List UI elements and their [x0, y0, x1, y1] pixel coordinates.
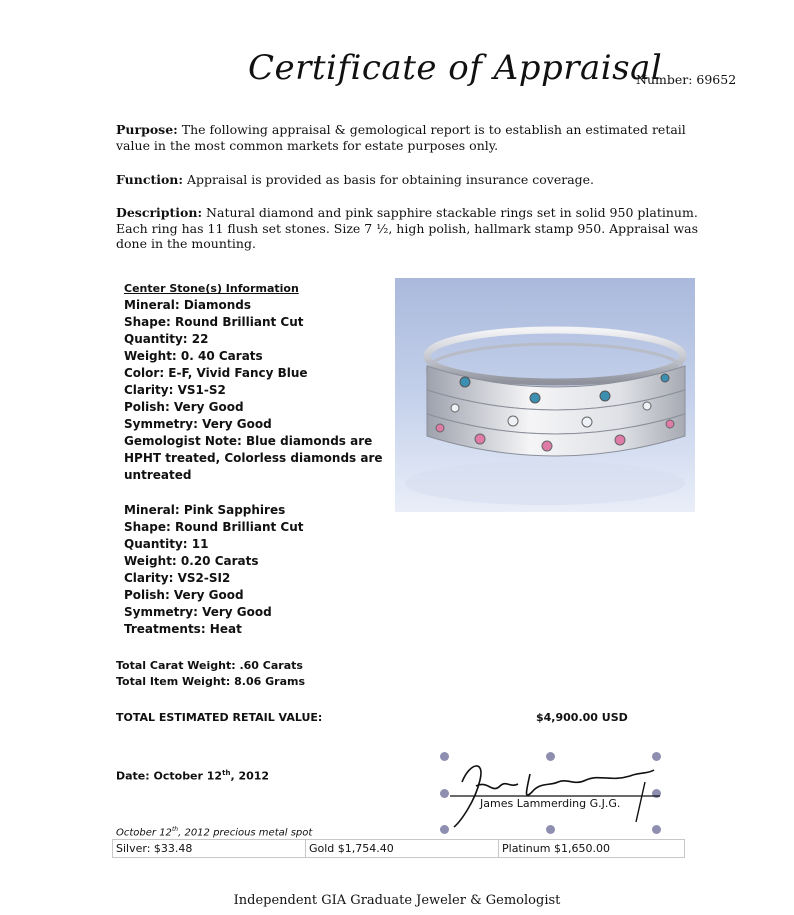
- appraiser-name: James Lammerding G.J.G.: [480, 797, 621, 810]
- ring-photo: [395, 278, 695, 512]
- purpose-text: The following appraisal & gemological report is to establish an estimated retail value in the most common markets for estate purposes only.: [116, 122, 686, 153]
- sapphire-info: [124, 502, 303, 638]
- sapphire-line: Clarity: VS2-SI2: [124, 571, 231, 585]
- stone-line: Mineral: Diamonds: [124, 298, 252, 312]
- purpose-section: [116, 122, 716, 153]
- function-text: Appraisal is provided as basis for obtaining insurance coverage.: [183, 172, 595, 187]
- silver-cell: Silver: $33.48: [113, 840, 306, 858]
- total-value: $4,900.00 USD: [536, 711, 628, 724]
- stone-line: Gemologist Note: Blue diamonds are: [124, 434, 373, 448]
- description-label: Description:: [116, 205, 203, 220]
- description-section: [116, 205, 716, 252]
- total-item-weight: Total Item Weight: 8.06 Grams: [116, 675, 306, 688]
- total-carat-weight: Total Carat Weight: .60 Carats: [116, 659, 303, 672]
- metal-spot-table: [112, 839, 685, 858]
- certificate-number: Number: 69652: [636, 72, 737, 87]
- signature-block: [440, 752, 670, 834]
- handwritten-signature: [440, 752, 670, 834]
- center-stone-info: [124, 281, 383, 484]
- stone-line: Quantity: 22: [124, 332, 209, 346]
- description-text: Natural diamond and pink sapphire stackable rings set in solid 950 platinum. Each ring has 11 flush set stones. Size 7 ½, high polish, hallmark stamp 950. Appraisal was done in the mounting.: [116, 205, 699, 251]
- stone-line: Clarity: VS1-S2: [124, 383, 226, 397]
- sapphire-line: Quantity: 11: [124, 537, 209, 551]
- stone-line: Color: E-F, Vivid Fancy Blue: [124, 366, 308, 380]
- stone-line: untreated: [124, 468, 192, 482]
- spot-sup: th: [171, 826, 179, 833]
- stone-line: Weight: 0. 40 Carats: [124, 349, 263, 363]
- certificate-title: Certificate of Appraisal: [248, 48, 663, 88]
- stone-line: HPHT treated, Colorless diamonds are: [124, 451, 383, 465]
- center-stone-header: Center Stone(s) Information: [124, 282, 299, 295]
- function-section: [116, 172, 716, 188]
- sapphire-line: Symmetry: Very Good: [124, 605, 272, 619]
- stone-line: Symmetry: Very Good: [124, 417, 272, 431]
- stone-line: Shape: Round Brilliant Cut: [124, 315, 304, 329]
- date-prefix: Date: October 12: [116, 769, 223, 783]
- sapphire-line: Shape: Round Brilliant Cut: [124, 520, 304, 534]
- table-row: [113, 840, 685, 858]
- stone-line: Polish: Very Good: [124, 400, 244, 414]
- appraisal-date: [116, 765, 269, 785]
- metal-spot-caption: [116, 826, 312, 838]
- sapphire-line: Treatments: Heat: [124, 622, 242, 636]
- sapphire-line: Polish: Very Good: [124, 588, 244, 602]
- total-value-label: TOTAL ESTIMATED RETAIL VALUE:: [116, 711, 323, 724]
- gold-cell: Gold $1,754.40: [306, 840, 499, 858]
- function-label: Function:: [116, 172, 184, 187]
- totals-section: [116, 658, 305, 690]
- date-sup: th: [222, 769, 231, 777]
- date-suffix: , 2012: [230, 769, 270, 783]
- spot-suffix: , 2012 precious metal spot: [178, 827, 313, 839]
- purpose-label: Purpose:: [116, 122, 178, 137]
- sapphire-line: Mineral: Pink Sapphires: [124, 503, 286, 517]
- sapphire-line: Weight: 0.20 Carats: [124, 554, 259, 568]
- footer-credit: Independent GIA Graduate Jeweler & Gemologist: [233, 893, 561, 908]
- spot-prefix: October 12: [116, 827, 172, 839]
- platinum-cell: Platinum $1,650.00: [499, 840, 685, 858]
